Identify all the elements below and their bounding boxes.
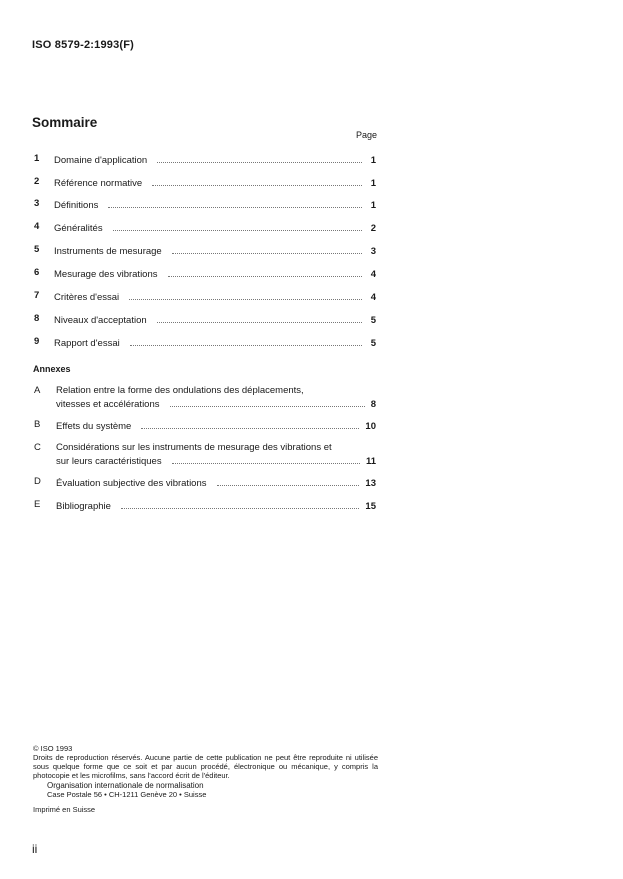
toc-entry[interactable] — [34, 244, 376, 258]
toc-entry-number: 7 — [34, 290, 40, 301]
annex-letter: B — [34, 419, 41, 430]
document-header: ISO 8579-2:1993(F) — [32, 39, 135, 51]
annex-page: 13 — [365, 478, 376, 489]
toc-entry-page: 1 — [370, 200, 376, 211]
annex-label-line2: vitesses et accélérations — [56, 399, 160, 410]
annex-page: 8 — [370, 399, 376, 410]
dot-leader — [172, 454, 360, 464]
dot-leader — [168, 267, 363, 277]
annex-letter: C — [34, 442, 41, 453]
toc-entry-label: Instruments de mesurage — [54, 246, 162, 257]
organization-address: Case Postale 56 • CH-1211 Genève 20 • Suisse — [47, 790, 207, 799]
annex-label: Effets du système — [56, 421, 132, 432]
dot-leader — [170, 397, 365, 407]
toc-entry[interactable] — [34, 313, 376, 327]
annex-label-line1: Relation entre la forme des ondulations des déplacements, — [56, 385, 304, 396]
toc-entry[interactable] — [34, 153, 376, 167]
toc-entry-number: 9 — [34, 336, 40, 347]
annex-label-line1: Considérations sur les instruments de mesurage des vibrations et — [56, 442, 332, 453]
organization-name: Organisation internationale de normalisation — [47, 781, 204, 790]
toc-entry-page: 5 — [370, 338, 376, 349]
toc-entry-number: 8 — [34, 313, 40, 324]
annex-page: 11 — [365, 456, 376, 467]
dot-leader — [121, 499, 359, 509]
toc-entry-number: 5 — [34, 244, 40, 255]
toc-entry-number: 4 — [34, 221, 40, 232]
toc-entry[interactable] — [34, 290, 376, 304]
toc-entry-page: 1 — [370, 155, 376, 166]
annex-page: 15 — [365, 501, 376, 512]
dot-leader — [157, 313, 362, 323]
toc-entry-page: 3 — [370, 246, 376, 257]
annex-entry[interactable] — [34, 499, 376, 513]
toc-entry[interactable] — [34, 176, 376, 190]
toc-entry-number: 3 — [34, 198, 40, 209]
dot-leader — [217, 476, 360, 486]
dot-leader — [152, 176, 362, 186]
toc-entry-number: 2 — [34, 176, 40, 187]
toc-entry-page: 1 — [370, 178, 376, 189]
annex-label-line2: sur leurs caractéristiques — [56, 456, 162, 467]
toc-entry-page: 2 — [370, 223, 376, 234]
contents-title: Sommaire — [32, 115, 98, 130]
toc-entry-label: Critères d'essai — [54, 292, 120, 303]
dot-leader — [141, 419, 359, 429]
annex-label: Bibliographie — [56, 501, 111, 512]
toc-entry-label: Domaine d'application — [54, 155, 148, 166]
toc-entry-label: Mesurage des vibrations — [54, 269, 158, 280]
copyright-line: © ISO 1993 — [33, 744, 73, 753]
page-number: ii — [32, 842, 38, 856]
rights-notice: Droits de reproduction réservés. Aucune partie de cette publication ne peut être reproduite ni utilisée sous quelque forme que ce soit et par aucun procédé, électronique ou mécanique, y compris la photocopie et les microfilms, sans l'accord écrit de l'éditeur. — [33, 753, 378, 780]
toc-entry-label: Définitions — [54, 200, 99, 211]
toc-entry-label: Rapport d'essai — [54, 338, 120, 349]
annex-entry[interactable] — [34, 442, 376, 466]
dot-leader — [129, 290, 362, 300]
annex-entry[interactable] — [34, 385, 376, 409]
annex-page: 10 — [365, 421, 376, 432]
annex-entry[interactable] — [34, 476, 376, 490]
annex-letter: D — [34, 476, 41, 487]
dot-leader — [113, 221, 362, 231]
toc-entry-page: 4 — [370, 292, 376, 303]
annexes-heading: Annexes — [33, 364, 71, 374]
dot-leader — [130, 336, 362, 346]
toc-entry[interactable] — [34, 267, 376, 281]
toc-entry-number: 6 — [34, 267, 40, 278]
dot-leader — [108, 198, 362, 208]
page-column-label: Page — [355, 130, 377, 140]
toc-entry-page: 4 — [370, 269, 376, 280]
annex-letter: A — [34, 385, 41, 396]
toc-entry[interactable] — [34, 336, 376, 350]
toc-entry-number: 1 — [34, 153, 40, 164]
toc-entry[interactable] — [34, 221, 376, 235]
toc-entry-label: Niveaux d'acceptation — [54, 315, 147, 326]
dot-leader — [157, 153, 362, 163]
toc-entry-label: Référence normative — [54, 178, 143, 189]
annex-entry[interactable] — [34, 419, 376, 433]
printed-in: Imprimé en Suisse — [33, 805, 96, 814]
toc-entry-page: 5 — [370, 315, 376, 326]
annex-letter: E — [34, 499, 41, 510]
dot-leader — [172, 244, 362, 254]
toc-entry-label: Généralités — [54, 223, 103, 234]
annex-label: Évaluation subjective des vibrations — [56, 478, 207, 489]
toc-entry[interactable] — [34, 198, 376, 212]
